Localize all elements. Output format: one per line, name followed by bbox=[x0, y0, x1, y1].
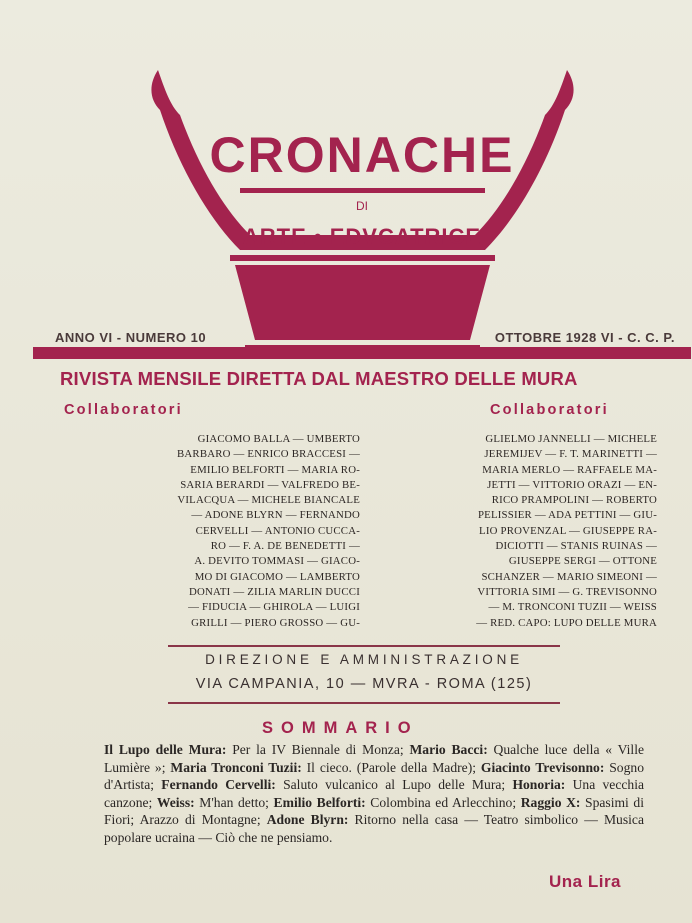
collaborator-line: RO — F. A. DE BENEDETTI — bbox=[210, 540, 360, 553]
collaborator-line: — RED. CAPO: LUPO DELLE MURA bbox=[476, 616, 657, 629]
collaborator-line: JEREMIJEV — F. T. MARINETTI — bbox=[484, 448, 657, 461]
toc-title: M'han detto; bbox=[194, 794, 274, 810]
collaborator-line: DICIOTTI — STANIS RUINAS — bbox=[495, 540, 657, 553]
toc-author: Adone Blyrn: bbox=[266, 812, 349, 827]
toc-title: Saluto vulcanico al Lupo delle Mura; bbox=[275, 777, 513, 792]
collaborator-line: GLIELMO JANNELLI — MICHELE bbox=[485, 433, 657, 445]
toc-author: Giacinto Trevisonno: bbox=[480, 759, 605, 775]
toc-title: Colombina ed Arlecchino; bbox=[365, 794, 521, 810]
tagline: RIVISTA MENSILE DIRETTA DAL MAESTRO DELLE MURA bbox=[60, 368, 578, 389]
collaborator-line: DONATI — ZILIA MARLIN DUCCI bbox=[189, 585, 360, 598]
direzione-heading: DIREZIONE E AMMINISTRAZIONE bbox=[205, 652, 523, 667]
collaborator-line: LIO PROVENZAL — GIUSEPPE RA- bbox=[479, 524, 657, 537]
collaborator-line: VITTORIA SIMI — G. TREVISONNO bbox=[477, 585, 657, 598]
collaborator-line: SCHANZER — MARIO SIMEONI — bbox=[481, 570, 657, 583]
toc-author: Fernando Cervelli: bbox=[161, 777, 276, 792]
collaborators-right-list bbox=[365, 432, 657, 631]
toc-author: Emilio Belforti: bbox=[273, 794, 366, 810]
collaborator-line: GIACOMO BALLA — UMBERTO bbox=[197, 433, 360, 445]
toc-author: Mario Bacci: bbox=[409, 742, 488, 757]
collaborator-line: — M. TRONCONI TUZII — WEISS bbox=[488, 601, 657, 614]
collaborator-line: GIUSEPPE SERGI — OTTONE bbox=[508, 555, 657, 568]
collaboratori-right-heading: Collaboratori bbox=[490, 402, 609, 418]
collaboratori-left-heading: Collaboratori bbox=[64, 402, 183, 418]
toc-title: Il cieco. (Parole della Madre); bbox=[301, 759, 481, 775]
toc-title: Una vecchia canzone; bbox=[104, 777, 645, 810]
collaborator-line: RICO PRAMPOLINI — ROBERTO bbox=[491, 494, 657, 507]
toc-author: Maria Tronconi Tuzii: bbox=[170, 759, 302, 775]
collaborator-line: MO DI GIACOMO — LAMBERTO bbox=[194, 570, 360, 583]
collaborator-line: BARBARO — ENRICO BRACCESI — bbox=[177, 448, 360, 461]
collaborator-line: — ADONE BLYRN — FERNANDO bbox=[191, 509, 360, 522]
collaborator-line: SARIA BERARDI — VALFREDO BE- bbox=[180, 478, 360, 491]
toc-title: Sogno d'Artista; bbox=[104, 759, 644, 792]
table-of-contents bbox=[104, 741, 644, 846]
price: Una Lira bbox=[549, 872, 622, 891]
divider bbox=[168, 645, 560, 647]
divider bbox=[168, 702, 560, 704]
collaborator-line: GRILLI — PIERO GROSSO — GU- bbox=[191, 616, 360, 629]
collaborator-line: CERVELLI — ANTONIO CUCCA- bbox=[195, 524, 360, 537]
toc-author: Honoria: bbox=[512, 777, 566, 792]
collaborators-left-list bbox=[70, 432, 360, 631]
sommario-heading: SOMMARIO bbox=[262, 719, 419, 737]
collaborator-line: MARIA MERLO — RAFFAELE MA- bbox=[482, 463, 657, 476]
toc-title: Ritorno nella casa — Teatro simbolico — Musica popolare ucraina — Ciò che ne pensiamo. bbox=[104, 812, 644, 845]
collaborator-line: VILACQUA — MICHELE BIANCALE bbox=[177, 494, 360, 507]
collaborator-line: EMILIO BELFORTI — MARIA RO- bbox=[190, 463, 360, 476]
header-rule bbox=[33, 347, 691, 359]
issue-number: ANNO VI - NUMERO 10 bbox=[55, 330, 207, 345]
masthead-di: DI bbox=[356, 199, 368, 213]
masthead-title: CRONACHE bbox=[209, 127, 515, 183]
toc-author: Il Lupo delle Mura: bbox=[104, 742, 227, 757]
collaborator-line: — FIDUCIA — GHIROLA — LUIGI bbox=[188, 601, 360, 614]
toc-author: Weiss: bbox=[156, 794, 195, 810]
toc-author: Raggio X: bbox=[520, 794, 581, 810]
address: VIA CAMPANIA, 10 — MVRA - ROMA (125) bbox=[195, 676, 533, 692]
toc-title: Spasimi di Fiori; Arazzo di Montagne; bbox=[104, 794, 644, 827]
issue-date: OTTOBRE 1928 VI - C. C. P. bbox=[494, 330, 675, 345]
toc-title: Per la IV Biennale di Monza; bbox=[226, 742, 410, 757]
collaborator-line: JETTI — VITTORIO ORAZI — EN- bbox=[487, 478, 657, 491]
masthead-subtitle: ARTE • EDVCATRICE bbox=[242, 224, 482, 249]
collaborator-line: PELISSIER — ADA PETTINI — GIU- bbox=[477, 509, 657, 522]
toc-title: Qualche luce della « Ville Lumière »; bbox=[104, 742, 644, 775]
collaborator-line: A. DEVITO TOMMASI — GIACO- bbox=[194, 555, 360, 568]
masthead-logo bbox=[140, 60, 585, 360]
